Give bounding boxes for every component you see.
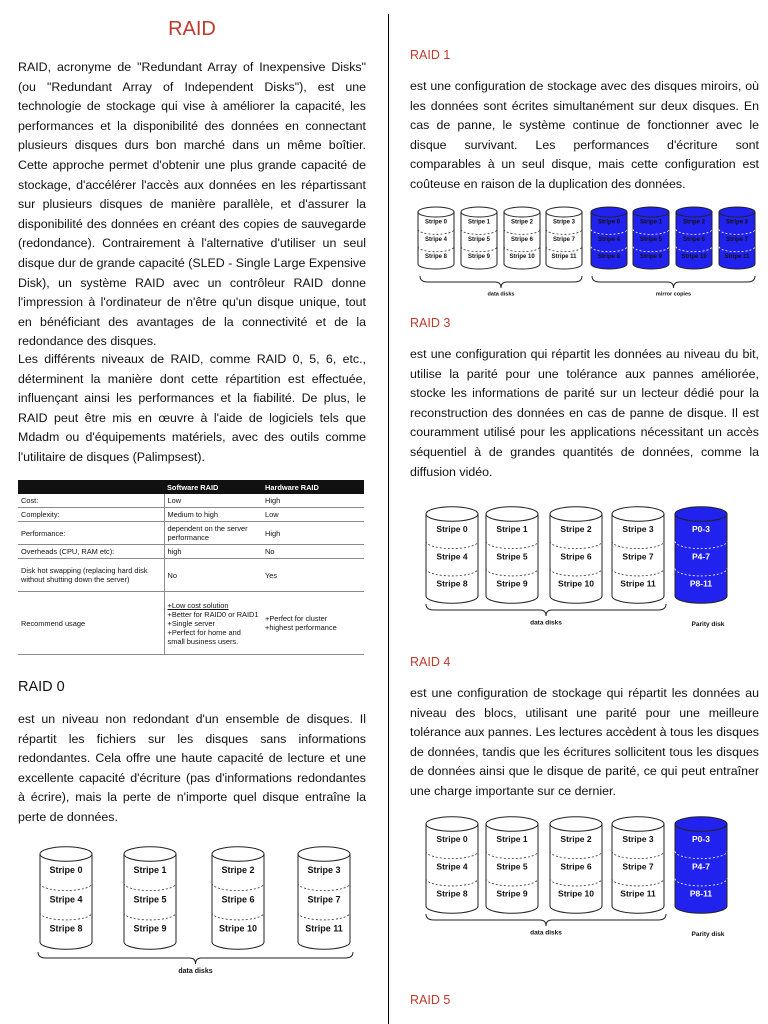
data-disk xyxy=(612,817,664,914)
disk-stripe-label: Stripe 9 xyxy=(467,254,491,261)
table-cell-software-usage xyxy=(164,592,262,655)
disk-stripe-label: Stripe 10 xyxy=(558,888,594,899)
page-title: RAID xyxy=(168,18,216,40)
disk-stripe-label: Stripe 4 xyxy=(597,236,621,243)
table-cell: No xyxy=(164,559,262,592)
table-cell: Medium to high xyxy=(164,508,262,522)
disk-stripe-label: Stripe 8 xyxy=(49,923,83,934)
table-cell: Yes xyxy=(262,559,364,592)
disk-stripe-label: Stripe 2 xyxy=(560,833,592,844)
table-cell: High xyxy=(262,522,364,545)
disk-stripe-label: Stripe 0 xyxy=(49,865,83,876)
disk-stripe-label: Stripe 8 xyxy=(597,254,621,261)
disk-stripe-label: Stripe 7 xyxy=(552,236,576,243)
table-header-cell: Hardware RAID xyxy=(262,480,364,494)
data-disk xyxy=(40,847,92,950)
disk-stripe-label: Stripe 3 xyxy=(622,833,654,844)
disk-stripe-label: Stripe 10 xyxy=(218,923,258,934)
data-disk xyxy=(212,847,264,950)
disk-stripe-label: Stripe 7 xyxy=(725,236,749,243)
diagram-caption: data disks xyxy=(530,619,562,627)
disk-stripe-label: Stripe 5 xyxy=(133,894,167,905)
disk-stripe-label: Stripe 7 xyxy=(622,861,654,872)
mirror-disk xyxy=(591,207,627,269)
data-disk xyxy=(550,817,602,914)
disk-stripe-label: Stripe 0 xyxy=(597,219,621,226)
table-row xyxy=(18,508,364,522)
disk-stripe-label: Stripe 1 xyxy=(133,865,167,876)
disk-stripe-label: Stripe 1 xyxy=(496,833,528,844)
raid4-diagram xyxy=(410,810,759,950)
disk-stripe-label: Stripe 3 xyxy=(307,865,341,876)
raid0-title: RAID 0 xyxy=(18,679,65,695)
disk-stripe-label: Stripe 7 xyxy=(622,551,654,562)
disk-stripe-label: Stripe 4 xyxy=(424,236,448,243)
table-row xyxy=(18,494,364,508)
mirror-disk xyxy=(633,207,669,269)
data-disk xyxy=(124,847,176,950)
table-cell: No xyxy=(262,545,364,559)
disk-stripe-label: P8-11 xyxy=(689,578,713,589)
disk-stripe-label: Stripe 1 xyxy=(496,523,528,534)
disk-stripe-label: Stripe 0 xyxy=(436,833,468,844)
diagram-caption: data disks xyxy=(487,291,515,298)
data-disk xyxy=(550,507,602,604)
disk-stripe-label: Stripe 11 xyxy=(305,923,343,934)
parity-caption: Parity disk xyxy=(691,931,725,938)
disk-stripe-label: Stripe 8 xyxy=(436,578,468,589)
disk-stripe-label: Stripe 4 xyxy=(436,551,468,562)
usage-line: +Perfect for home and small business users. xyxy=(167,627,241,646)
raid3-title: RAID 3 xyxy=(410,316,451,330)
disk-diagram-svg xyxy=(410,810,759,950)
raid1-title: RAID 1 xyxy=(410,48,451,62)
disk-stripe-label: Stripe 6 xyxy=(510,236,534,243)
brace xyxy=(38,952,353,964)
disk-stripe-label: Stripe 2 xyxy=(560,523,592,534)
table-row xyxy=(18,559,364,592)
disk-stripe-label: Stripe 9 xyxy=(496,888,528,899)
disk-diagram-svg xyxy=(410,200,759,304)
disk-stripe-label: Stripe 3 xyxy=(725,219,749,226)
raid0-text: est un niveau non redondant d'un ensemble de disques. Il répartit les fichiers sur les disques sans informations redondantes. Cela offre une haute capacité de lecture et une excellente capacité d'écriture (pas d'informations redondantes à écrire), mais la perte de n'importe quel disque entraîne la perte de données. xyxy=(18,712,366,824)
table-cell-label: Cost: xyxy=(18,494,164,508)
data-disk xyxy=(426,507,478,604)
disk-diagram-svg xyxy=(410,500,759,646)
disk-stripe-label: Stripe 5 xyxy=(639,236,663,243)
usage-line: +Perfect for cluster xyxy=(265,614,328,623)
disk-stripe-label: Stripe 7 xyxy=(307,894,341,905)
disk-stripe-label: Stripe 2 xyxy=(510,219,534,226)
comparison-table xyxy=(18,480,364,655)
disk-stripe-label: P4-7 xyxy=(692,861,710,872)
data-disk xyxy=(461,207,497,269)
disk-stripe-label: Stripe 3 xyxy=(552,219,576,226)
disk-stripe-label: Stripe 11 xyxy=(620,578,656,589)
data-disk xyxy=(486,507,538,604)
usage-line: +Low cost solution xyxy=(167,600,229,610)
disk-stripe-label: P4-7 xyxy=(692,551,710,562)
disk-stripe-label: Stripe 9 xyxy=(639,254,663,261)
disk-stripe-label: Stripe 11 xyxy=(620,888,656,899)
raid3-diagram xyxy=(410,500,759,646)
column-divider xyxy=(388,14,389,1024)
table-cell: Low xyxy=(262,508,364,522)
brace xyxy=(420,276,582,288)
table-cell-label: Complexity: xyxy=(18,508,164,522)
disk-stripe-label: Stripe 6 xyxy=(221,894,255,905)
disk-stripe-label: Stripe 6 xyxy=(560,861,592,872)
disk-stripe-label: Stripe 4 xyxy=(436,861,468,872)
table-header-row xyxy=(18,480,364,494)
disk-stripe-label: Stripe 8 xyxy=(424,254,448,261)
brace xyxy=(426,604,666,616)
table-row xyxy=(18,592,364,655)
disk-stripe-label: Stripe 4 xyxy=(49,894,83,905)
data-disk xyxy=(486,817,538,914)
diagram-caption: mirror copies xyxy=(655,291,692,298)
table-cell-label: Performance: xyxy=(18,522,164,545)
usage-line: +Single server xyxy=(167,618,215,628)
disk-stripe-label: Stripe 6 xyxy=(682,236,706,243)
data-disk xyxy=(504,207,540,269)
brace xyxy=(426,914,666,926)
disk-stripe-label: Stripe 2 xyxy=(682,219,706,226)
data-disk xyxy=(418,207,454,269)
parity-disk xyxy=(675,507,727,604)
table-cell: high xyxy=(164,545,262,559)
table-cell-label: Disk hot swapping (replacing hard disk without shutting down the server) xyxy=(18,559,164,592)
disk-stripe-label: P8-11 xyxy=(689,888,713,899)
disk-stripe-label: Stripe 8 xyxy=(436,888,468,899)
table-cell-label: Recommend usage xyxy=(18,592,164,655)
data-disk xyxy=(426,817,478,914)
disk-stripe-label: Stripe 10 xyxy=(509,254,535,261)
disk-stripe-label: Stripe 10 xyxy=(558,578,594,589)
disk-stripe-label: P0-3 xyxy=(692,833,710,844)
mirror-disk xyxy=(719,207,755,269)
usage-line: +highest performance xyxy=(265,623,337,632)
disk-stripe-label: Stripe 1 xyxy=(467,219,491,226)
table-header-cell: Software RAID xyxy=(164,480,262,494)
data-disk xyxy=(298,847,350,950)
mirror-disk xyxy=(676,207,712,269)
disk-stripe-label: Stripe 3 xyxy=(622,523,654,534)
disk-stripe-label: P0-3 xyxy=(692,523,710,534)
disk-stripe-label: Stripe 0 xyxy=(424,219,448,226)
disk-stripe-label: Stripe 10 xyxy=(681,254,707,261)
raid3-text: est une configuration qui répartit les données au niveau du bit, utilise la parité pour une tolérance aux pannes améliorée, stocke les informations de parité sur un lecteur dédié pour la reconstruction des données en cas de panne de disque. Il est couramment utilisé pour les applications nécessitant un accès séquentiel à de grandes quantités de données, comme la diffusion vidéo. xyxy=(410,347,759,479)
raid4-text: est une configuration de stockage qui répartit les données au niveau des blocs, utilisant une parité pour une meilleure tolérance aux pannes. Les lectures accèdent à tous les disques de données, tandis que les écritures sollicitent tous les disques de données ainsi que le disque de parité, ce qui peut entraîner une charge importante sur ce dernier. xyxy=(410,686,759,798)
table-row xyxy=(18,522,364,545)
disk-stripe-label: Stripe 11 xyxy=(724,254,750,261)
disk-stripe-label: Stripe 1 xyxy=(639,219,663,226)
data-disk xyxy=(612,507,664,604)
disk-stripe-label: Stripe 6 xyxy=(560,551,592,562)
data-disk xyxy=(546,207,582,269)
table-cell: dependent on the server performance xyxy=(164,522,262,545)
raid5-title: RAID 5 xyxy=(410,993,451,1007)
disk-stripe-label: Stripe 5 xyxy=(496,551,528,562)
diagram-caption: data disks xyxy=(178,968,213,975)
table-cell: Low xyxy=(164,494,262,508)
parity-caption: Parity disk xyxy=(691,621,725,628)
disk-stripe-label: Stripe 9 xyxy=(496,578,528,589)
brace xyxy=(592,276,755,288)
disk-stripe-label: Stripe 11 xyxy=(551,254,577,261)
parity-disk xyxy=(675,817,727,914)
raid4-title: RAID 4 xyxy=(410,655,451,669)
table-row xyxy=(18,545,364,559)
raid1-diagram xyxy=(410,200,759,304)
disk-stripe-label: Stripe 0 xyxy=(436,523,468,534)
table-cell-label: Overheads (CPU, RAM etc): xyxy=(18,545,164,559)
table-cell: High xyxy=(262,494,364,508)
raid0-diagram xyxy=(18,836,366,982)
table-cell-hardware-usage xyxy=(262,592,364,655)
disk-stripe-label: Stripe 9 xyxy=(133,923,167,934)
usage-line: +Better for RAID0 or RAID1 xyxy=(167,609,259,619)
disk-diagram-svg xyxy=(18,836,366,982)
disk-stripe-label: Stripe 5 xyxy=(467,236,491,243)
intro-paragraph-1: RAID, acronyme de "Redundant Array of Inexpensive Disks" (ou "Redundant Array of Independent Disks"), est une technologie de stockage qui vise à améliorer la capacité, les performances et la disponibilité des données en connectant plusieurs disques durs bon marché dans un même boîtier. Cette approche permet d'obtenir une plus grande capacité de stockage, d'accélérer l'accès aux données en les répartissant sur plusieurs disques de manière parallèle, et d'assurer la disponibilité des données en créant des copies de sauvegarde (redondance). Contrairement à l'alternative d'utiliser un seul disque dur de grande capacité (SLED - Single Large Expensive Disk), un système RAID avec un contrôleur RAID donne l'impression à l'ordinateur de n'être qu'un disque unique, tout en bénéficiant des avantages de la connectivité et de la redondance des disques. xyxy=(18,60,366,349)
disk-stripe-label: Stripe 2 xyxy=(221,865,255,876)
disk-stripe-label: Stripe 5 xyxy=(496,861,528,872)
raid1-text: est une configuration de stockage avec des disques miroirs, où les données sont écrites simultanément sur deux disques. En cas de panne, le système continue de fonctionner avec le disque survivant. Les performances d'écriture sont comparables à un seul disque, mais cette configuration est coûteuse en raison de la duplication des données. xyxy=(410,79,759,191)
intro-paragraph-2: Les différents niveaux de RAID, comme RAID 0, 5, 6, etc., déterminent la manière dont cette répartition est effectuée, influençant ainsi les performances et la fiabilité. De plus, le RAID peut être mis en œuvre à l'aide de logiciels tels que Mdadm ou d'équipements matériels, avec des outils comme l'utilitaire de disques (Palimpsest). xyxy=(18,352,366,464)
diagram-caption: data disks xyxy=(530,929,562,937)
table-header-cell xyxy=(18,480,164,494)
